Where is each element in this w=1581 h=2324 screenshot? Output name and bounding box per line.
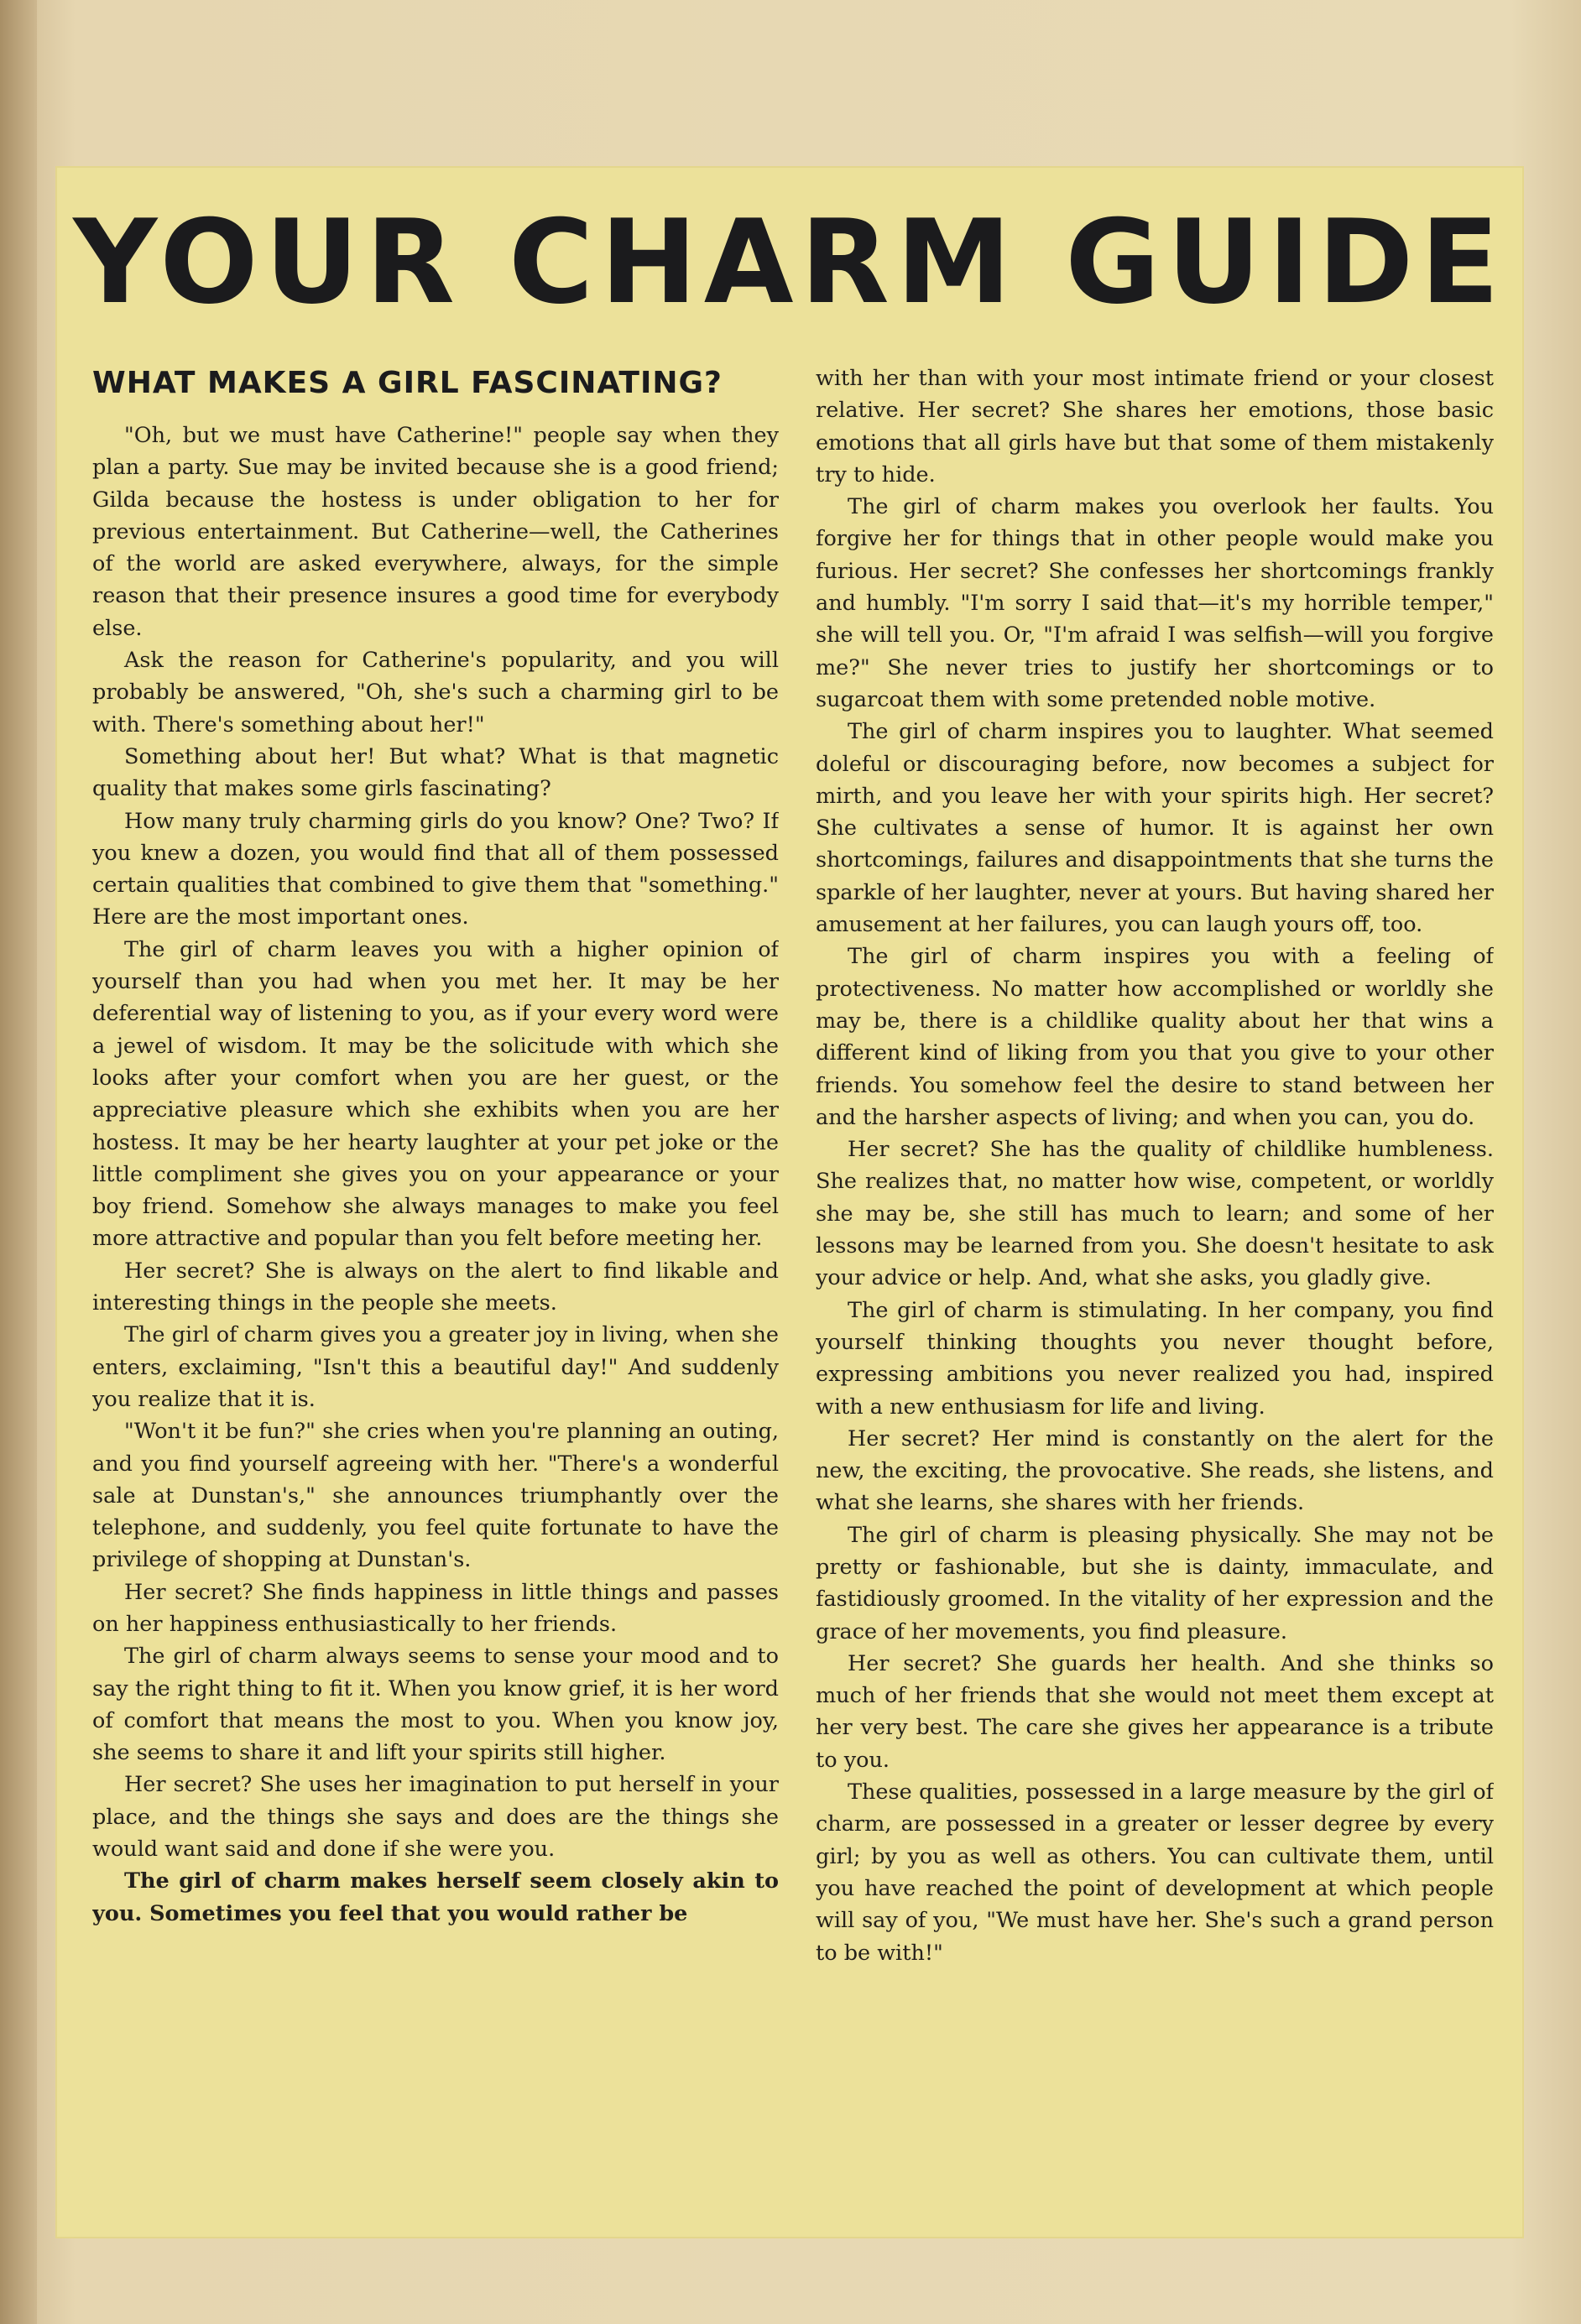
paragraph-continued: with her than with your most intimate friend or your closest relative. Her secret? She shares her emotions, those basic emotions that all girls have but that some of them mistakenly try to hide.	[816, 366, 1494, 487]
paragraph: Her secret? She guards her health. And she thinks so much of her friends that she would not meet them except at her very best. The care she gives her appearance is a tribute to you.	[816, 1650, 1494, 1773]
paragraph: The girl of charm makes herself seem closely akin to you. Sometimes you feel that you would rather be	[92, 1868, 779, 1926]
paragraph: "Won't it be fun?" she cries when you're planning an outing, and you find yourself agreeing with her. "There's a wonderful sale at Dunstan's," she announces triumphantly over the telephone, and suddenly, you feel quite fortunate to have the privilege of shopping at Dunstan's.	[92, 1419, 779, 1573]
paragraph: The girl of charm always seems to sense your mood and to say the right thing to fit it. When you know grief, it is her word of comfort that means the most to you. When you know joy, she seems to share it and lift your spirits still higher.	[92, 1644, 779, 1766]
article-column-right	[816, 362, 1494, 2210]
article-panel	[55, 166, 1524, 2238]
paragraph: Her secret? She has the quality of childlike humbleness. She realizes that, no matter how wise, competent, or worldly she may be, she still has much to learn; and some of her lessons may be learned from you. She doesn't hesitate to ask your advice or help. And, what she asks, you gladly give.	[816, 1137, 1494, 1291]
page-spine-shadow	[0, 0, 37, 2324]
paragraph: The girl of charm gives you a greater joy in living, when she enters, exclaiming, "Isn't this a beautiful day!" And suddenly you realize that it is.	[92, 1322, 779, 1412]
paragraph: These qualities, possessed in a large measure by the girl of charm, are possessed in a greater or lesser degree by every girl; by you as well as others. You can cultivate them, until you have reached the point of development at which people will say of you, "We must have her. She's such a grand person to be with!"	[816, 1779, 1494, 1966]
paragraph: Her secret? She finds happiness in little things and passes on her happiness enthusiastically to her friends.	[92, 1579, 779, 1637]
article-subhead: WHAT MAKES A GIRL FASCINATING?	[92, 366, 723, 400]
paragraph: "Oh, but we must have Catherine!" people say when they plan a party. Sue may be invited because she is a good friend; Gilda because the hostess is under obligation to her for previous entertainment. But Catherine—well, the Catherines of the world are asked everywhere, always, for the simple reason that their presence insures a good time for everybody else.	[92, 423, 779, 641]
paragraph: The girl of charm leaves you with a higher opinion of yourself than you had when you met her. It may be her deferential way of listening to you, as if your every word were a jewel of wisdom. It may be the solicitude with which she looks after your comfort when you are her guest, or the appreciative pleasure which she exhibits when you are her hostess. It may be her hearty laughter at your pet joke or the little compliment she gives you on your appearance or your boy friend. Somehow she always manages to make you feel more attractive and popular than you felt before meeting her.	[92, 936, 779, 1252]
paragraph: Her secret? Her mind is constantly on the alert for the new, the exciting, the provocative. She reads, she listens, and what she learns, she shares with her friends.	[816, 1425, 1494, 1516]
paragraph: The girl of charm inspires you to laughter. What seemed doleful or discouraging before, now becomes a subject for mirth, and you leave her with your spirits high. Her secret? She cultivates a sense of humor. It is against her own shortcomings, failures and disappointments that she turns the sparkle of her laughter, never at yours. But having shared her amusement at her failures, you can laugh yours off, too.	[816, 719, 1494, 938]
page-title: YOUR CHARM GUIDE	[73, 195, 1506, 330]
paragraph: Something about her! But what? What is that magnetic quality that makes some girls fascinating?	[92, 743, 779, 802]
paragraph: The girl of charm is pleasing physically. She may not be pretty or fashionable, but she is dainty, immaculate, and fastidiously groomed. In the vitality of her expression and the grace of her movements, you find pleasure.	[816, 1522, 1494, 1644]
paragraph: How many truly charming girls do you know? One? Two? If you knew a dozen, you would find that all of them possessed certain qualities that combined to give them that "something." Here are the most important ones.	[92, 808, 779, 930]
paragraph: Her secret? She is always on the alert to find likable and interesting things in the people she meets.	[92, 1258, 779, 1316]
article-column-left	[92, 361, 779, 2210]
paragraph: The girl of charm makes you overlook her faults. You forgive her for things that in other people would make you furious. Her secret? She confesses her shortcomings frankly and humbly. "I'm sorry I said that—it's my horrible temper," she will tell you. Or, "I'm afraid I was selfish—will you forgive me?" She never tries to justify her shortcomings or to sugarcoat them with some pretended noble motive.	[816, 494, 1494, 712]
paragraph: The girl of charm inspires you with a feeling of protectiveness. No matter how accomplished or worldly she may be, there is a childlike quality about her that wins a different kind of liking from you that you give to your other friends. You somehow feel the desire to stand between her and the harsher aspects of living; and when you can, you do.	[816, 944, 1494, 1130]
paragraph: The girl of charm is stimulating. In her company, you find yourself thinking thoughts you never thought before, expressing ambitions you never realized you had, inspired with a new enthusiasm for life and living.	[816, 1297, 1494, 1420]
paragraph: Ask the reason for Catherine's popularity, and you will probably be answered, "Oh, she's such a charming girl to be with. There's something about her!"	[92, 648, 779, 737]
paragraph: Her secret? She uses her imagination to put herself in your place, and the things she says and does are the things she would want said and done if she were you.	[92, 1772, 779, 1863]
